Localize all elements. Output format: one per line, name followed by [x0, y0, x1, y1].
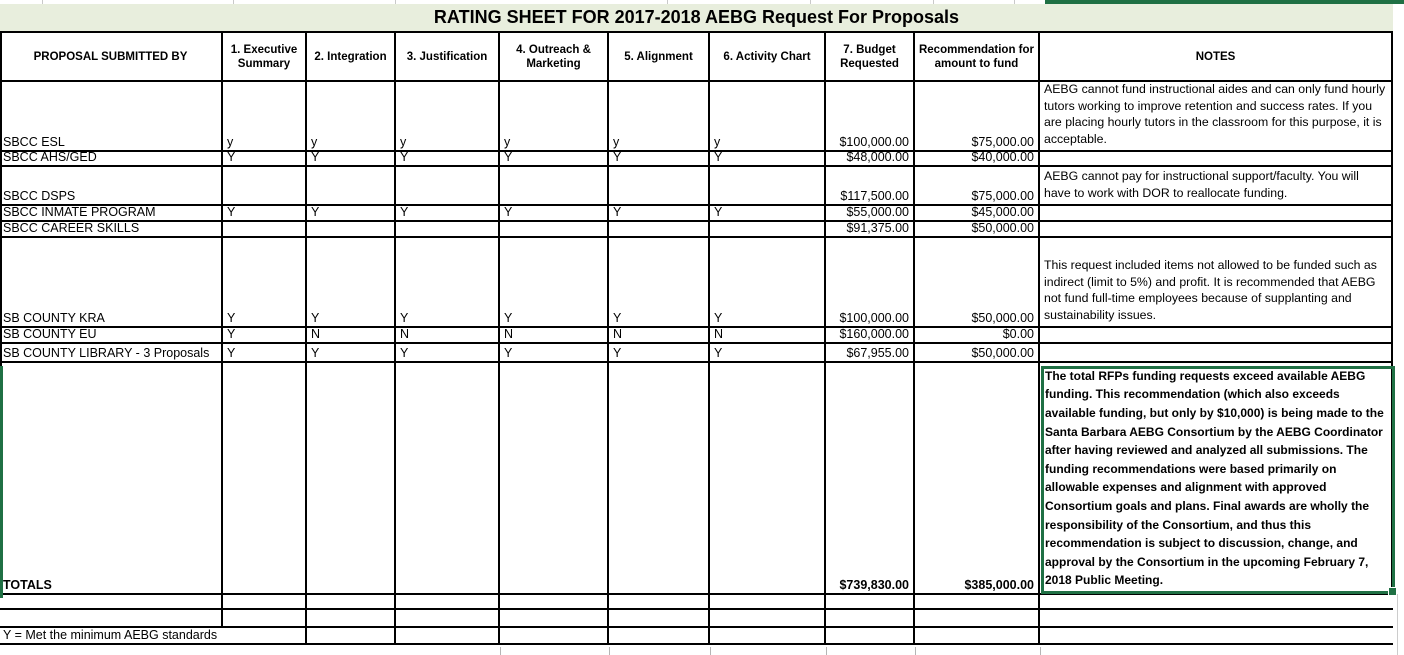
cell-rating[interactable]: [307, 344, 396, 361]
cell-empty[interactable]: [609, 610, 710, 626]
cell-rating[interactable]: [609, 238, 710, 326]
cell-empty[interactable]: [0, 595, 223, 608]
cell-rating[interactable]: [223, 206, 307, 220]
cell-budget[interactable]: [826, 222, 915, 236]
table-row: [0, 222, 1393, 238]
cell-rating[interactable]: [396, 238, 500, 326]
cell-empty[interactable]: [915, 628, 1040, 643]
cell-empty[interactable]: [710, 628, 826, 643]
header-label: 2. Integration: [314, 50, 387, 63]
cell-totals-budget[interactable]: [826, 363, 915, 593]
cell-totals-recommendation[interactable]: [915, 363, 1040, 593]
recommendation-value: $50,000.00: [971, 311, 1034, 325]
totals-budget-value: $739,830.00: [839, 578, 909, 592]
budget-value: $48,000.00: [846, 150, 909, 164]
cell-empty[interactable]: [1040, 595, 1393, 608]
table-row: [0, 344, 1393, 363]
recommendation-value: $75,000.00: [971, 189, 1034, 203]
cell-summary-notes[interactable]: [1040, 363, 1393, 593]
cell-proposal-name[interactable]: [0, 152, 223, 165]
cell-empty[interactable]: [0, 610, 223, 626]
cell-rating[interactable]: [223, 238, 307, 326]
cell-rating[interactable]: [609, 328, 710, 342]
gridline: [826, 647, 827, 655]
cell-budget[interactable]: [826, 152, 915, 165]
rating-value: Y: [714, 205, 723, 219]
recommendation-value: $50,000.00: [971, 221, 1034, 235]
cell-empty[interactable]: [396, 595, 500, 608]
cell-rating[interactable]: [396, 328, 500, 342]
sheet-title: RATING SHEET FOR 2017-2018 AEBG Request For Proposals: [433, 7, 960, 27]
footnote-row: [0, 628, 1393, 645]
cell-proposal-name[interactable]: [0, 167, 223, 204]
gridline: [609, 647, 610, 655]
notes-text: This request included items not allowed to be funded such as indirect (limit to 5%) and profit. It is recommended that AEBG not fund full-time employees because of supplanting and sustainability issues.: [1044, 257, 1377, 323]
cell-rating[interactable]: [307, 363, 396, 593]
rating-value: N: [613, 327, 623, 341]
rating-value: Y: [311, 346, 320, 360]
notes-text: AEBG cannot fund instructional aides and can only fund hourly tutors working to improve retention and success rates. If you are placing hourly tutors in the classroom for this purpose, it is acceptable.: [1044, 81, 1386, 147]
cell-rating[interactable]: [609, 167, 710, 204]
rating-value: Y: [400, 311, 409, 325]
cell-notes[interactable]: [1040, 152, 1393, 165]
cell-empty[interactable]: [307, 595, 396, 608]
cell-rating[interactable]: [396, 363, 500, 593]
rating-value: Y: [714, 311, 723, 325]
cell-recommendation[interactable]: [915, 328, 1040, 342]
cell-recommendation[interactable]: [915, 344, 1040, 361]
sheet-title-cell[interactable]: [0, 4, 1393, 31]
cell-budget[interactable]: [826, 328, 915, 342]
totals-row: [0, 363, 1393, 595]
budget-value: $160,000.00: [839, 327, 909, 341]
header-label: 1. Executive Summary: [230, 43, 298, 70]
cell-recommendation[interactable]: [915, 82, 1040, 150]
recommendation-value: $75,000.00: [971, 135, 1034, 149]
cell-empty[interactable]: [500, 595, 609, 608]
cell-rating[interactable]: [396, 82, 500, 150]
cell-rating[interactable]: [500, 82, 609, 150]
header-proposal[interactable]: [0, 33, 223, 80]
rating-value: N: [504, 327, 514, 341]
header-label: 4. Outreach & Marketing: [516, 43, 591, 70]
cell-rating[interactable]: [500, 222, 609, 236]
table-row: [0, 82, 1393, 152]
empty-row: [0, 610, 1393, 628]
cell-proposal-name[interactable]: [0, 344, 223, 361]
cell-empty[interactable]: [915, 595, 1040, 608]
proposal-name: SBCC ESL: [3, 135, 65, 149]
cell-empty[interactable]: [826, 628, 915, 643]
cell-empty[interactable]: [826, 610, 915, 626]
cell-rating[interactable]: [609, 82, 710, 150]
budget-value: $67,955.00: [846, 346, 909, 360]
proposal-name: SBCC AHS/GED: [3, 150, 97, 164]
rating-value: y: [227, 135, 234, 149]
rating-value: N: [400, 327, 410, 341]
gridline: [500, 647, 501, 655]
cell-rating[interactable]: [609, 206, 710, 220]
cell-rating[interactable]: [396, 206, 500, 220]
rating-value: Y: [714, 346, 723, 360]
budget-value: $100,000.00: [839, 135, 909, 149]
rating-value: y: [311, 135, 318, 149]
cell-rating[interactable]: [307, 206, 396, 220]
header-integration[interactable]: [307, 33, 396, 80]
table-row: [0, 167, 1393, 206]
rating-value: Y: [400, 205, 409, 219]
cell-notes[interactable]: [1040, 206, 1393, 220]
cell-empty[interactable]: [500, 628, 609, 643]
totals-label: TOTALS: [3, 578, 52, 592]
cell-rating[interactable]: [307, 328, 396, 342]
cell-rating[interactable]: [500, 238, 609, 326]
cell-rating[interactable]: [223, 344, 307, 361]
cell-rating[interactable]: [609, 152, 710, 165]
selection-border-fragment: [0, 366, 3, 598]
rating-value: Y: [400, 346, 409, 360]
proposal-name: SB COUNTY EU: [3, 327, 97, 341]
rating-value: Y: [227, 150, 236, 164]
cell-rating[interactable]: [710, 82, 826, 150]
header-alignment[interactable]: [609, 33, 710, 80]
recommendation-value: $50,000.00: [971, 346, 1034, 360]
cell-empty[interactable]: [500, 610, 609, 626]
rating-value: Y: [227, 311, 236, 325]
rating-value: y: [714, 135, 721, 149]
header-label: NOTES: [1195, 50, 1236, 63]
rating-value: Y: [504, 311, 513, 325]
cell-rating[interactable]: [500, 167, 609, 204]
recommendation-value: $40,000.00: [971, 150, 1034, 164]
cell-empty[interactable]: [307, 610, 396, 626]
rating-value: Y: [613, 205, 622, 219]
rating-value: Y: [311, 205, 320, 219]
header-activity-chart[interactable]: [710, 33, 826, 80]
gridline: [915, 647, 916, 655]
header-budget[interactable]: [826, 33, 915, 80]
cell-rating[interactable]: [710, 167, 826, 204]
table-row: [0, 328, 1393, 344]
cell-rating[interactable]: [223, 363, 307, 593]
rating-value: y: [504, 135, 511, 149]
cell-rating[interactable]: [609, 222, 710, 236]
cell-recommendation[interactable]: [915, 206, 1040, 220]
cell-rating[interactable]: [396, 152, 500, 165]
table-row: [0, 152, 1393, 167]
rating-value: Y: [613, 150, 622, 164]
cell-notes[interactable]: [1040, 167, 1393, 204]
summary-notes-text: The total RFPs funding requests exceed available AEBG funding. This recommendation (which also exceeds available funding, but only by $10,000) is being made to the Santa Barbara AEBG Consortium by the AEBG Coordinator after having reviewed and analyzed all submissions. The funding recommendations were based primarily on allowable expenses and alignment with approved Consortium goals and plans. Final awards are wholly the responsibility of the Consortium, and thus this recommendation is subject to discussion, change, and approval by the Consortium in the upcoming February 7, 2018 Public Meeting.: [1045, 368, 1384, 588]
cell-rating[interactable]: [223, 222, 307, 236]
cell-empty[interactable]: [710, 610, 826, 626]
header-label: PROPOSAL SUBMITTED BY: [33, 50, 188, 63]
cell-rating[interactable]: [396, 344, 500, 361]
cell-budget[interactable]: [826, 167, 915, 204]
cell-rating[interactable]: [609, 363, 710, 593]
cell-rating[interactable]: [223, 328, 307, 342]
cell-rating[interactable]: [710, 344, 826, 361]
cell-rating[interactable]: [307, 238, 396, 326]
cell-empty[interactable]: [307, 628, 396, 643]
cell-proposal-name[interactable]: [0, 222, 223, 236]
header-justification[interactable]: [396, 33, 500, 80]
rating-value: Y: [311, 150, 320, 164]
cell-rating[interactable]: [500, 363, 609, 593]
rating-value: Y: [311, 311, 320, 325]
cell-rating[interactable]: [223, 152, 307, 165]
rating-value: Y: [227, 346, 236, 360]
cell-rating[interactable]: [307, 82, 396, 150]
cell-rating[interactable]: [710, 238, 826, 326]
cell-rating[interactable]: [609, 344, 710, 361]
cell-notes[interactable]: [1040, 328, 1393, 342]
budget-value: $117,500.00: [840, 189, 909, 203]
cell-rating[interactable]: [307, 222, 396, 236]
cell-empty[interactable]: [609, 628, 710, 643]
cell-empty[interactable]: [609, 595, 710, 608]
cell-notes[interactable]: [1040, 238, 1393, 326]
cell-rating[interactable]: [307, 167, 396, 204]
cell-rating[interactable]: [500, 152, 609, 165]
cell-budget[interactable]: [826, 238, 915, 326]
cell-rating[interactable]: [710, 206, 826, 220]
cell-empty[interactable]: [1040, 628, 1393, 643]
cell-notes[interactable]: [1040, 222, 1393, 236]
cell-totals-label[interactable]: [0, 363, 223, 593]
budget-value: $91,375.00: [846, 221, 909, 235]
cell-rating[interactable]: [500, 206, 609, 220]
cell-rating[interactable]: [710, 222, 826, 236]
cell-empty[interactable]: [1040, 610, 1393, 626]
cell-empty[interactable]: [710, 595, 826, 608]
cell-proposal-name[interactable]: [0, 328, 223, 342]
cell-notes[interactable]: [1040, 82, 1393, 150]
rating-value: N: [311, 327, 321, 341]
cell-rating[interactable]: [710, 152, 826, 165]
cell-empty[interactable]: [826, 595, 915, 608]
rating-value: y: [613, 135, 620, 149]
recommendation-value: $0.00: [1002, 327, 1034, 341]
gridline: [710, 647, 711, 655]
rating-value: Y: [504, 346, 513, 360]
header-label: 6. Activity Chart: [723, 50, 811, 63]
cell-empty[interactable]: [396, 610, 500, 626]
rating-value: y: [400, 135, 407, 149]
proposal-name: SB COUNTY LIBRARY - 3 Proposals: [3, 346, 210, 360]
budget-value: $55,000.00: [846, 205, 909, 219]
cell-empty[interactable]: [396, 628, 500, 643]
rating-value: Y: [227, 327, 236, 341]
header-label: 7. Budget Requested: [840, 43, 899, 70]
cell-notes[interactable]: [1040, 344, 1393, 361]
fill-handle[interactable]: [1388, 587, 1397, 596]
cell-budget[interactable]: [826, 206, 915, 220]
cell-rating[interactable]: [710, 328, 826, 342]
gridline: [1040, 647, 1041, 655]
header-exec-summary[interactable]: [223, 33, 307, 80]
cell-recommendation[interactable]: [915, 167, 1040, 204]
header-outreach[interactable]: [500, 33, 609, 80]
cell-proposal-name[interactable]: [0, 238, 223, 326]
cell-empty[interactable]: [223, 610, 307, 626]
header-notes[interactable]: [1040, 33, 1393, 80]
header-label: Recommendation for amount to fund: [918, 43, 1034, 70]
proposal-name: SBCC INMATE PROGRAM: [3, 205, 156, 219]
table-row: [0, 238, 1393, 328]
cell-proposal-name[interactable]: [0, 206, 223, 220]
cell-recommendation[interactable]: [915, 152, 1040, 165]
proposal-name: SB COUNTY KRA: [3, 311, 105, 325]
notes-text: AEBG cannot pay for instructional support/faculty. You will have to work with DOR to reallocate funding.: [1044, 169, 1359, 201]
header-label: 3. Justification: [406, 50, 488, 63]
footnote-text: Y = Met the minimum AEBG standards: [3, 628, 218, 642]
cell-rating[interactable]: [500, 328, 609, 342]
rating-value: Y: [400, 150, 409, 164]
cell-rating[interactable]: [223, 167, 307, 204]
cell-footnote[interactable]: [0, 628, 307, 643]
rating-value: Y: [613, 311, 622, 325]
cell-rating[interactable]: [710, 363, 826, 593]
cell-rating[interactable]: [396, 222, 500, 236]
cell-recommendation[interactable]: [915, 222, 1040, 236]
rating-value: Y: [613, 346, 622, 360]
totals-recommendation-value: $385,000.00: [964, 578, 1034, 592]
recommendation-value: $45,000.00: [971, 205, 1034, 219]
table-row: [0, 206, 1393, 222]
proposal-name: SBCC DSPS: [3, 189, 76, 203]
gridline: [1397, 594, 1398, 655]
rating-value: Y: [227, 205, 236, 219]
proposal-name: SBCC CAREER SKILLS: [3, 221, 140, 235]
cell-rating[interactable]: [396, 167, 500, 204]
header-label: 5. Alignment: [624, 50, 693, 63]
header-recommendation[interactable]: [915, 33, 1040, 80]
budget-value: $100,000.00: [839, 311, 909, 325]
cell-rating[interactable]: [307, 152, 396, 165]
cell-rating[interactable]: [500, 344, 609, 361]
cell-proposal-name[interactable]: [0, 82, 223, 150]
empty-row: [0, 595, 1393, 610]
cell-empty[interactable]: [223, 595, 307, 608]
cell-budget[interactable]: [826, 344, 915, 361]
cell-recommendation[interactable]: [915, 238, 1040, 326]
rating-value: Y: [714, 150, 723, 164]
cell-empty[interactable]: [915, 610, 1040, 626]
cell-rating[interactable]: [223, 82, 307, 150]
rating-value: N: [714, 327, 724, 341]
rating-value: Y: [504, 150, 513, 164]
rating-value: Y: [504, 205, 513, 219]
header-row: [0, 31, 1393, 82]
cell-budget[interactable]: [826, 82, 915, 150]
